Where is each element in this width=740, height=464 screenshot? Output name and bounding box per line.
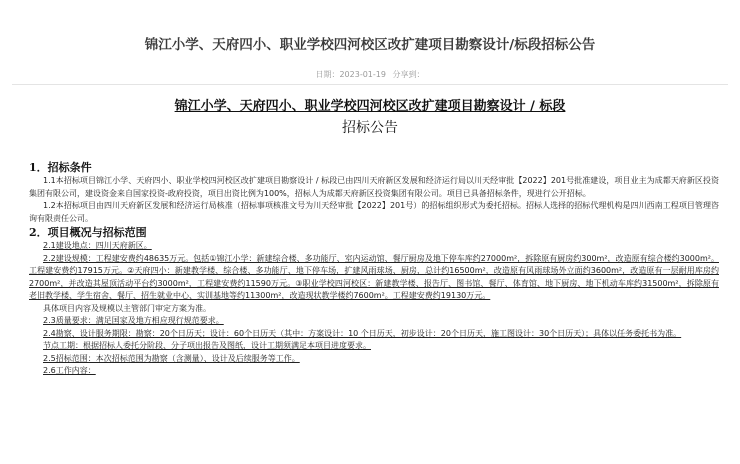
paragraph-2-3: 2.3质量要求：满足国家及地方相应现行规范要求。 — [43, 316, 224, 325]
document-body — [29, 160, 719, 378]
title-divider — [12, 84, 728, 85]
paragraph-2-4-note: 节点工期：根据招标人委托分阶段、分子项出报告及图纸，设计工期须满足本项目进度要求。 — [43, 341, 371, 350]
page-title: 锦江小学、天府四小、职业学校四河校区改扩建项目勘察设计/标段招标公告 — [144, 37, 596, 53]
paragraph-2-1: 2.1建设地点：四川天府新区。 — [43, 241, 152, 250]
paragraph-2-4: 2.4勘察、设计服务期限：勘察：20个日历天；设计：60个日历天（其中：方案设计：10 个日历天，初步设计：20个日历天，施工图设计：30个日历天）；具体以任务委托书为准。 — [43, 328, 682, 338]
publish-date: 日期：2023-01-19 — [315, 70, 386, 79]
paragraph-2-5: 2.5招标范围：本次招标范围为勘察（含测量）、设计及后续服务等工作。 — [43, 353, 300, 363]
meta-line — [0, 69, 740, 80]
paragraph-1-1: 1.1本招标项目锦江小学、天府四小、职业学校四河校区改扩建项目勘察设计 / 标段已由四川天府新区发展和经济运行局以川天经审批【2022】201号批准建设，项目业主为成都天府新区投资集团有限公司，建设资金来自国家投资-政府投资，项目出资比例为100%，招标人为成都天府新区投资集团有限公司。项目已具备招标条件，现进行公开招标。 — [29, 176, 719, 198]
document-subtitle: 招标公告 — [342, 120, 398, 136]
share-link[interactable]: 分享到： — [392, 70, 425, 79]
paragraph-2-6: 2.6工作内容： — [43, 366, 96, 375]
paragraph-2-2-note: 具体项目内容及规模以主管部门审定方案为准。 — [43, 303, 211, 313]
paragraph-2-2: 2.2建设规模：工程建安费约48635万元。包括①锦江小学：新建综合楼、多功能厅、室内运动馆、餐厅厨房及地下停车库约27000m²，拆除原有厨房约300m²，改造原有综合楼约3000m²。工程建安费约17915万元。②天府四小：新建教学楼、综合楼、多功能厅、地下停车场，扩建风雨球场、厨房，总计约16500m²，改造原有风雨球场外立面约3600m²，改造原有一层耐用库房约2700m²，并改造其屋顶活动平台约3000m²，工程建安费约11590万元。③职业学校四河校区：新建教学楼、报告厅、图书馆、餐厅、体育馆、地下厨房、地下机动车库约31500m²，拆除原有老旧教学楼、学生宿舍、餐厅、招生就业中心、实训基地等约11300m²，改造现状教学楼约7600m²。工程建安费约19130万元。 — [29, 253, 719, 300]
document-title: 锦江小学、天府四小、职业学校四河校区改扩建项目勘察设计 / 标段 — [174, 99, 566, 114]
section-heading-project-overview: 2．项目概况与招标范围 — [29, 226, 147, 239]
paragraph-1-2: 1.2本招标项目由四川天府新区发展和经济运行局核准（招标事项核准文号为川天经审批【2022】201号）的招标组织形式为委托招标。招标人选择的招标代理机构是四川西南工程项目管理咨询有限责任公司。 — [29, 201, 719, 223]
section-heading-bidding-conditions: 1．招标条件 — [29, 161, 92, 174]
